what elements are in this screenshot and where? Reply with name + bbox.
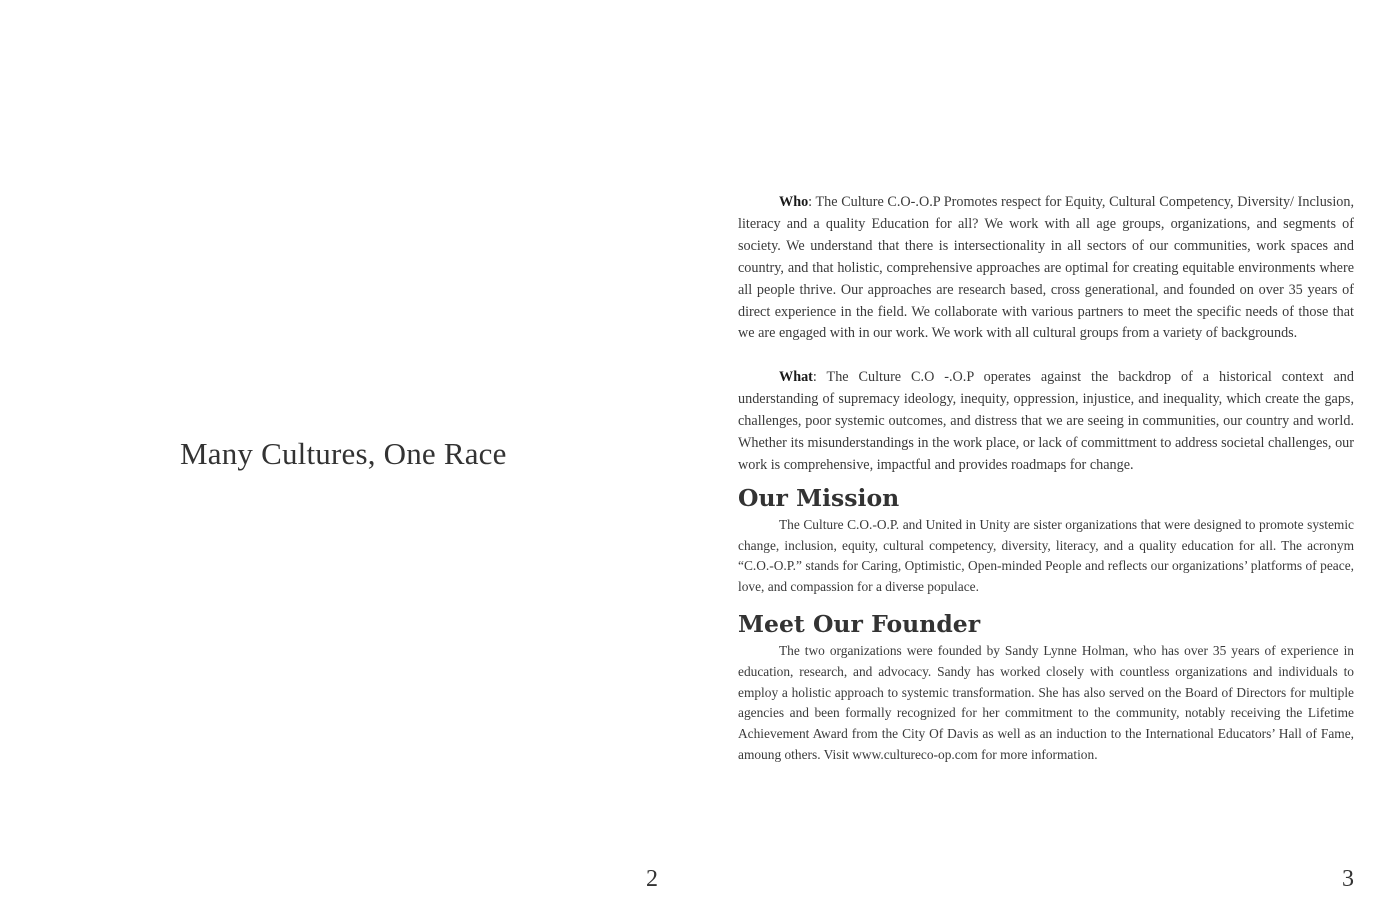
who-lead: Who [779, 194, 809, 210]
page-number-right: 3 [1342, 866, 1354, 892]
founder-paragraph: The two organizations were founded by Sandy Lynne Holman, who has over 35 years of experience in education, research, and advocacy. Sandy has worked closely with countless organizations and individuals to employ a holistic approach to systemic transformation. She has also served on the Board of Directors for multiple agencies and been formally recognized for her commitment to the community, notably receiving the Lifetime Achievement Award from the City Of Davis as well as an induction to the International Educators’ Hall of Fame, amoung others. Visit www.cultureco-op.com for more information. [738, 642, 1354, 762]
right-page [697, 0, 1394, 913]
right-page-content [738, 192, 1354, 766]
what-paragraph [738, 367, 1354, 477]
founder-heading: Meet Our Founder [738, 609, 981, 638]
page-number-left: 2 [646, 866, 658, 892]
who-text: : The Culture C.O-.O.P Promotes respect for Equity, Cultural Competency, Diversity/ Inclusion, literacy and a quality Education for all? We work with all age groups, organizations, and segments of society. We understand that there is intersectionality in all sectors of our communities, work spaces and country, and that holistic, comprehensive approaches are optimal for creating equitable environments where all people thrive. Our approaches are research based, cross generational, and founded on over 35 years of direct experience in the field. We collaborate with various partners to meet the specific needs of those that we are engaged with in our work. We work with all cultural groups from a variety of backgrounds. [738, 194, 1354, 342]
mission-heading: Our Mission [738, 483, 900, 512]
what-lead: What [779, 369, 813, 386]
mission-paragraph: The Culture C.O.-O.P. and United in Unity are sister organizations that were designed to promote systemic change, inclusion, equity, cultural competency, diversity, literacy, and a quality education for all. The acronym “C.O.-O.P.” stands for Caring, Optimistic, Open-minded People and reflects our organizations’ platforms of peace, love, and compassion for a diverse populace. [738, 516, 1354, 595]
who-paragraph [738, 192, 1354, 345]
what-text: : The Culture C.O -.O.P operates against the backdrop of a historical context and understanding of supremacy ideology, inequity, oppression, injustice, and inequality, which create the gaps, challenges, poor systemic outcomes, and distress that we are seeing in communities, our country and world. Whether its misunderstandings in the work place, or lack of committment to address societal challenges, our work is comprehensive, impactful and provides roadmaps for change. [738, 369, 1354, 473]
page-title: Many Cultures, One Race [180, 436, 507, 471]
